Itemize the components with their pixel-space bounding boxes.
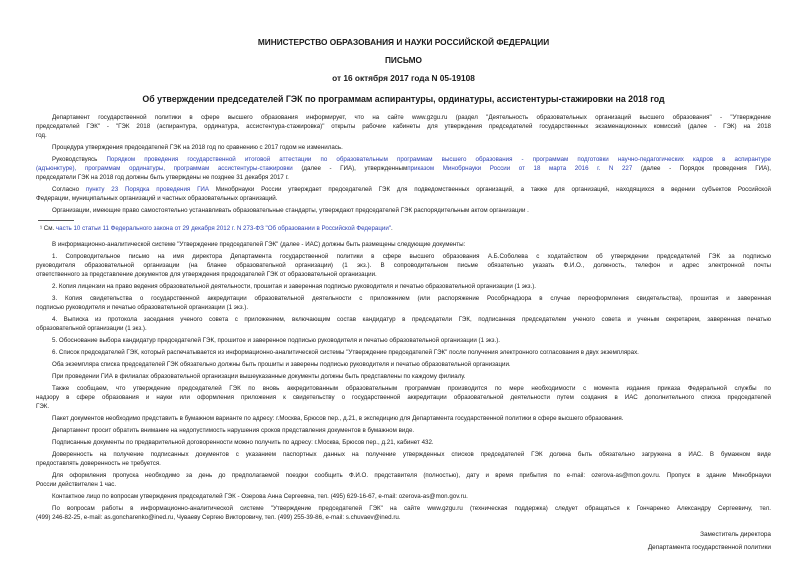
footnote-divider xyxy=(38,220,74,221)
paragraph-text: Руководствуясь xyxy=(52,156,107,163)
gia-procedure-link-cont[interactable]: (адъюнктуре), программам ординатуры, программам ассистентуры-стажировки xyxy=(36,165,293,172)
doc-type-heading: ПИСЬМО xyxy=(384,55,423,65)
list-item-line: 3. Копия свидетельства о государственной аккредитации образовательной деятельности с приложением (или распоряжение Рособрнадзора в случае переоформления свидетельства), прошитая и заверенная xyxy=(52,295,771,302)
order-227-link[interactable]: приказом Минобрнауки России от 18 марта 2016 г. N 227 xyxy=(407,165,633,172)
list-item-line: 1. Сопроводительное письмо на имя директора Департамента государственной политики в сфере высшего образования А.Б.Соболева с ходатайством об утверждении председателей ГЭК за подписью xyxy=(52,253,771,260)
paragraph-line: Организации, имеющие право самостоятельно устанавливать образовательные стандарты, утверждают председателей ГЭК распорядительным актом организации . xyxy=(52,207,529,214)
list-item-line: ответственного за представление документов для утверждения председателей ГЭК от образовательной организации. xyxy=(36,271,377,278)
paragraph-line xyxy=(52,156,771,164)
list-item-line: образовательной организации (1 экз.). xyxy=(36,325,147,332)
list-item-line: подписью руководителя и печатью образовательной организации (1 экз.). xyxy=(36,304,249,311)
point-23-link[interactable]: пункту 23 Порядка проведения ГИА xyxy=(85,186,209,193)
paragraph-text: Согласно xyxy=(52,186,86,193)
paragraph-text: (далее - ГИА), утвержденным xyxy=(292,165,408,172)
paragraph-line: ГЭК. xyxy=(36,403,50,410)
paragraph-line xyxy=(52,186,771,194)
paragraph-line: Процедура утверждения председателей ГЭК на 2018 год по сравнению с 2017 годом не изменилась. xyxy=(52,144,343,151)
paragraph-line: Пакет документов необходимо представить в бумажном варианте по адресу: г.Москва, Брюсов пер., д.21, в экспедицию для Департамента государственной политики в сфере высшего образования. xyxy=(52,415,624,422)
paragraph-line: год. xyxy=(36,132,47,139)
document-title: Об утверждении председателей ГЭК по программам аспирантуры, ординатуры, ассистентуры-стажировки на 2018 год xyxy=(142,94,665,104)
federal-law-link[interactable]: часть 10 статьи 11 Федерального закона от 29 декабря 2012 г. N 273-ФЗ "Об образовании в Российской Федерации" xyxy=(55,225,392,232)
list-item-line: 2. Копия лицензии на право ведения образовательной деятельности, прошитая и заверенная подписью руководителя и печатью образовательной организации (1 экз.). xyxy=(52,283,537,290)
ministry-heading: МИНИСТЕРСТВО ОБРАЗОВАНИЯ И НАУКИ РОССИЙСКОЙ ФЕДЕРАЦИИ xyxy=(257,37,550,47)
list-item-line: 4. Выписка из протокола заседания ученого совета с приложением, включающим состав кандидатур в председатели ГЭК, подписанная председателем ученого совета и ученым секретарем, заверенная печатью xyxy=(52,316,771,323)
paragraph-line: надзору в сфере образования и науки или оформления приложения к свидетельству о государственной аккредитации образовательной деятельности путем создания в ИАС дополнительного списка председателей xyxy=(36,394,771,401)
paragraph-line: России действителен 1 час. xyxy=(36,481,117,488)
paragraph-line: предоставлять доверенность не требуется. xyxy=(36,460,161,467)
list-item-line: руководителя образовательной организации (на бланке образовательной организации) (1 экз.). В сопроводительном письме обязательно указать Ф.И.О., должность, телефон и адрес электронной почты xyxy=(36,262,771,269)
paragraph-line: председателей ГЭК" - "ГЭК 2018 (аспирантура, ординатура, ассистентура-стажировка)" открыты рабочие кабинеты для утверждения председателей государственных экзаменационных комиссий (далее - ГЭК) на 2018 xyxy=(36,123,771,130)
paragraph-line: В информационно-аналитической системе "Утверждение председателей ГЭК" (далее - ИАС) должны быть размещены следующие документы: xyxy=(52,241,466,248)
paragraph-line: Контактное лицо по вопросам утверждения председателей ГЭК - Озерова Анна Сергеевна, тел. (495) 629-16-67, e-mail: ozerova-as@mon.gov.ru. xyxy=(52,493,468,500)
paragraph-line: Также сообщаем, что утверждение председателей ГЭК по вновь аккредитованным образовательным программам производится по мере необходимости с момента издания приказа Федеральной службы по xyxy=(52,385,771,392)
signature-position: Заместитель директора xyxy=(700,531,771,538)
paragraph-text: (далее - Порядок проведения ГИА), xyxy=(632,165,771,172)
paragraph-line: председатели ГЭК на 2018 год должны быть утверждены не позднее 31 декабря 2017 г. xyxy=(36,174,289,181)
footnote xyxy=(40,225,775,233)
gia-procedure-link[interactable]: Порядком проведения государственной итоговой аттестации по образовательным программам высшего образования - программам подготовки научно-педагогических кадров в аспирантуре xyxy=(106,156,771,163)
signature-department: Департамента государственной политики xyxy=(647,544,771,551)
paragraph-line: Для оформления пропуска необходимо за день до предполагаемой поездки сообщить Ф.И.О. представителя (полностью), дату и время прибытия по e-mail: ozerova-as@mon.gov.ru. Пропуск в здание Минобрнауки xyxy=(52,472,771,479)
paragraph-line: По вопросам работы в информационно-аналитической системе "Утверждение председателей ГЭК" на сайте www.gzgu.ru (техническая поддержка) следует обращаться к Гончаренко Александру Сергеевичу, тел. xyxy=(52,505,771,512)
paragraph-line: (499) 246-82-25, e-mail: as.goncharenko@ined.ru, Чуваеву Сергею Викторовичу, тел. (499) 255-39-86, e-mail: s.chuvaev@ined.ru. xyxy=(36,514,401,521)
paragraph-line: Департамент просит обратить внимание на недопустимость нарушения сроков представления документов в бумажном виде. xyxy=(52,427,415,434)
list-item-line: 5. Обоснование выбора кандидатур председателей ГЭК, прошитое и заверенное подписью руководителя и печатью образовательной организации (1 экз.). xyxy=(52,337,501,344)
paragraph-line: Оба экземпляра списка председателей ГЭК обязательно должны быть прошиты и заверены подписью руководителя и печатью образовательной организации. xyxy=(52,361,511,368)
paragraph-line: При проведении ГИА в филиалах образовательной организации вышеуказанные документы должны быть представлены по каждому филиалу. xyxy=(52,373,466,380)
paragraph-line: Доверенность на получение подписанных документов с указанием паспортных данных на получение утвержденных списков председателей ГЭК должна быть обязательно загружена в ИАС. В бумажном виде xyxy=(52,451,771,458)
paragraph-line: Департамент государственной политики в сфере высшего образования информирует, что на сайте www.gzgu.ru (раздел "Деятельность образовательных организаций высшего образования" - "Утверждение xyxy=(52,114,771,121)
footnote-text: . xyxy=(391,225,393,232)
paragraph-line xyxy=(36,165,771,173)
list-item-line: 6. Список председателей ГЭК, который распечатывается из информационно-аналитической системы "Утверждение председателей ГЭК" после получения электронного согласования в двух экземплярах. xyxy=(52,349,639,356)
date-number-heading: от 16 октября 2017 года N 05-19108 xyxy=(332,73,475,83)
paragraph-text: Минобрнауки России утверждает председателей ГЭК для подведомственных организаций, а также для организаций, находящихся в ведении субъектов Российской xyxy=(209,186,771,193)
paragraph-line: Федерации, муниципальных организаций и частных образовательных организаций. xyxy=(36,195,278,202)
paragraph-line: Подписанные документы по предварительной договоренности можно получить по адресу: г.Москва, Брюсов пер., д.21, кабинет 432. xyxy=(52,439,434,446)
footnote-text: ¹ См. xyxy=(40,225,56,232)
